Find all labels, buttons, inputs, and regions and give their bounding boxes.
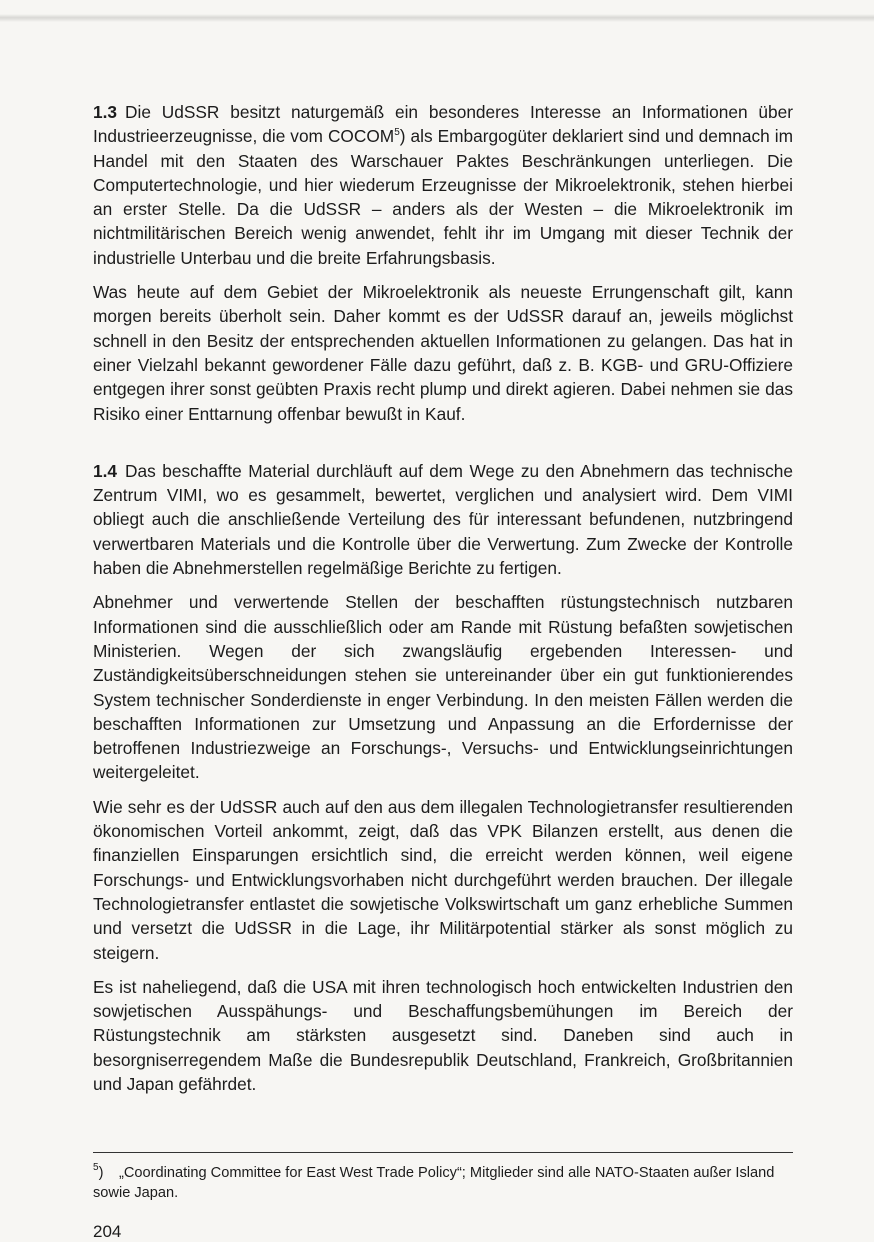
scan-edge-shadow	[0, 14, 874, 22]
section-1-4-paragraph-4: Es ist naheliegend, daß die USA mit ihren technologisch hoch entwickelten Industrien den sowjetischen Ausspähungs- und Beschaffungsbemühungen im Bereich der Rüstungstechnik am stärksten ausgesetzt sind. Daneben sind auch in besorgniserregendem Maße die Bundesrepublik Deutschland, Frankreich, Großbritannien und Japan gefährdet.	[93, 976, 793, 1094]
section-1-4-paragraph-2: Abnehmer und verwertende Stellen der beschafften rüstungstechnisch nutzbaren Informationen sind die ausschließlich oder am Rande mit Rüstung befaßten sowjetischen Ministerien. Wegen der sich zwangsläufig ergebenden Interessen- und Zuständigkeitsüberschneidungen stehen sie untereinander über ein gut funktionierendes System technischer Sonderdienste in enger Verbindung. In den meisten Fällen werden die beschafften Informationen zur Umsetzung und Anpassung an die Erfordernisse der betroffenen Industriezweige an Forschungs-, Versuchs- und Entwicklungseinrichtungen weitergeleitet.	[93, 592, 793, 783]
section-1-3-paragraph-1	[93, 100, 793, 270]
section-number: 1.4	[93, 460, 118, 481]
section-1-4-paragraph-1	[93, 459, 793, 580]
section-1-4-paragraph-3: Wie sehr es der UdSSR auch auf den aus dem illegalen Technologietransfer resultierenden ökonomischen Vorteil ankommt, zeigt, daß das VPK Bilanzen erstellt, aus denen die finanziellen Einsparungen ersichtlich sind, die erreicht werden können, weil eigene Forschungs- und Entwicklungsvorhaben nicht durchgeführt werden brauchen. Der illegale Technologietransfer entlastet die sowjetische Volkswirtschaft um ganz erhebliche Summen und versetzt die UdSSR in die Lage, ihr Militärpotential stärker als sonst möglich zu steigern.	[93, 796, 793, 963]
page-number: 204	[93, 1222, 122, 1241]
footnote-reference: 5	[394, 126, 400, 138]
paragraph-text: Die UdSSR besitzt naturgemäß ein besonderes Interesse an Informationen über Industrieerzeugnisse, die vom COCOM	[93, 102, 793, 147]
section-1-3-paragraph-2: Was heute auf dem Gebiet der Mikroelektronik als neueste Errungenschaft gilt, kann morgen bereits überholt sein. Daher kommt es der UdSSR darauf an, jeweils möglichst schnell in den Besitz der entsprechenden aktuellen Informationen zu gelangen. Das hat in einer Vielzahl bekannt gewordener Fälle dazu geführt, daß z. B. KGB- und GRU-Offiziere entgegen ihrer sonst geübten Praxis recht plump und direkt agieren. Dabei nehmen sie das Risiko einer Enttarnung offenbar bewußt in Kauf.	[93, 282, 793, 424]
paragraph-text-continued: ) als Embargogüter deklariert sind und demnach im Handel mit den Staaten des Warschauer Paktes Beschränkungen unterliegen. Die Computertechnologie, und hier wiederum Erzeugnisse der Mikroelektronik, stehen hierbei an erster Stelle. Da die UdSSR – anders als der Westen – die Mikroelektronik im nichtmilitärischen Bereich wenig anwendet, fehlt ihr im Umgang mit dieser Technik der industrielle Unterbau und die breite Erfahrungsbasis.	[93, 126, 793, 268]
footnote-text: „Coordinating Committee for East West Trade Policy“; Mitglieder sind alle NATO-Staaten außer Island sowie Japan.	[93, 1165, 775, 1201]
footnote-marker-number: 5	[93, 1162, 99, 1174]
footnote	[93, 1164, 793, 1203]
footnote-marker-suffix: )	[98, 1165, 104, 1181]
footnote-divider	[93, 1152, 793, 1153]
paragraph-text: Das beschaffte Material durchläuft auf dem Wege zu den Abnehmern das technische Zentrum VIMI, wo es gesammelt, bewertet, verglichen und analysiert wird. Dem VIMI obliegt auch die anschließende Verteilung des für interessant befundenen, nutzbringend verwertbaren Materials und die Kontrolle über die Verwertung. Zum Zwecke der Kontrolle haben die Abnehmerstellen regelmäßige Berichte zu fertigen.	[93, 460, 793, 579]
section-number: 1.3	[93, 102, 118, 122]
footnote-marker	[93, 1164, 119, 1184]
page-body	[93, 100, 793, 1096]
